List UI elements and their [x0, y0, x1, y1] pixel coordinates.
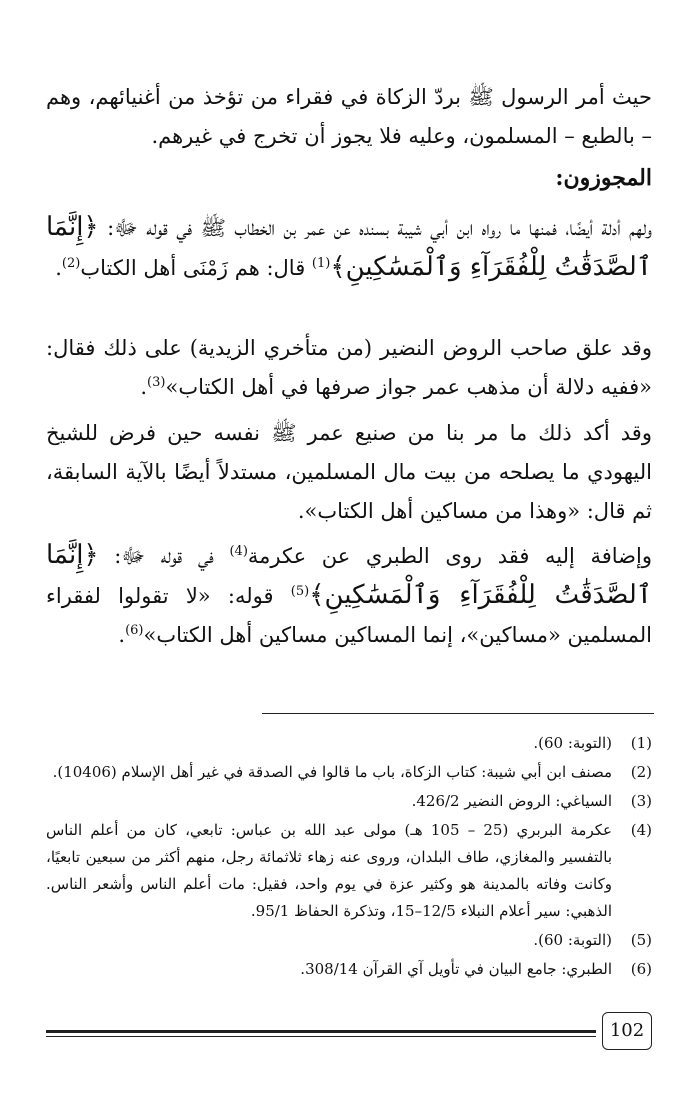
footnote-text: عكرمة البربري (25 – 105 هـ) مولى عبد الله بن عباس: تابعي، كان من أعلم الناس بالتفسير والمغازي، طاف البلدان، وروى عنه زهاء ثلاثمائة رجل، منهم أكثر من سبعين تابعيًا، وكانت وفاته بالمدينة هو وكثير عزة في يوم واحد، فقيل: مات أعلم الناس وأشعر الناس. الذهبي: سير أعلام النبلاء 12/5–15، وتذكرة الحفاظ 95/1.: [46, 821, 612, 920]
paragraph-4: [46, 414, 652, 531]
section-heading: المجوزون:: [555, 165, 652, 191]
page-number: 102: [602, 1012, 652, 1050]
footnote-number: (4): [630, 821, 652, 839]
paragraph-2-intro: ولهم أدلة أيضًا، فمنها ما رواه ابن أبي شيبة بسنده عن عمر بن الخطاب ﷺ في قوله ﷻ:: [107, 216, 652, 240]
footnote-ref-6: (6): [125, 623, 144, 638]
footnotes-list: [46, 730, 652, 985]
footnote-2: [46, 759, 652, 786]
footnote-1: [46, 730, 652, 757]
paragraph-3-end: .: [140, 375, 148, 399]
footnote-text: مصنف ابن أبي شيبة: كتاب الزكاة، باب ما قالوا في الصدقة في غير أهل الإسلام (10406).: [52, 763, 612, 781]
footnote-ref-3: (3): [147, 375, 166, 390]
footnote-text: السياغي: الروض النضير 426/2.: [411, 792, 612, 810]
footnote-text: الطبري: جامع البيان في تأويل آي القرآن 308/14.: [300, 960, 612, 978]
paragraph-2-rest: قال: هم زَمْنَى أهل الكتاب: [80, 256, 306, 280]
footnote-number: (3): [630, 792, 652, 810]
footnote-number: (1): [630, 734, 652, 752]
footnote-3: [46, 788, 652, 815]
paragraph-5: [46, 536, 652, 655]
footnote-number: (5): [630, 931, 652, 949]
footnote-number: (2): [630, 763, 652, 781]
quran-quote-2: ﴿إِنَّمَا ٱلصَّدَقَٰتُ لِلْفُقَرَآءِ وَٱلْمَسَٰكِينِ﴾: [46, 540, 652, 610]
footnote-ref-5: (5): [290, 584, 310, 599]
footnote-5: [46, 927, 652, 954]
footnote-number: (6): [630, 960, 652, 978]
paragraph-1-text: حيث أمر الرسول ﷺ بردّ الزكاة في فقراء من تؤخذ من أغنيائهم، وهم – بالطبع – المسلمون، وعليه فلا يجوز أن تخرج في غيرهم.: [46, 85, 652, 148]
paragraph-5-end: .: [118, 623, 126, 647]
footnote-text: (التوبة: 60).: [533, 931, 612, 949]
paragraph-5-text: [46, 536, 652, 655]
footnote-text: (التوبة: 60).: [533, 734, 612, 752]
paragraph-3-body: وقد علق صاحب الروض النضير (من متأخري الزيدية) على ذلك فقال: «ففيه دلالة أن مذهب عمر جواز صرفها في أهل الكتاب»: [46, 336, 652, 399]
paragraph-5-lead: في قوله ﷻ:: [114, 544, 214, 568]
footnote-6: [46, 956, 652, 983]
footer-rule-thin: [46, 1036, 596, 1037]
footnote-4: [46, 817, 652, 925]
paragraph-1: [46, 78, 652, 156]
paragraph-2: [46, 208, 652, 288]
paragraph-2-end: .: [55, 256, 62, 280]
footnote-ref-1: (1): [311, 256, 331, 271]
footnote-separator: [262, 713, 654, 714]
paragraph-5-rest: قوله: «لا تقولوا لفقراء المسلمين «مساكين»، إنما المساكين مساكين أهل الكتاب»: [46, 584, 652, 647]
footnote-ref-2: (2): [61, 256, 81, 271]
page-footer: [46, 1008, 652, 1054]
footer-rule-thick: [46, 1030, 596, 1033]
paragraph-5-intro: وإضافة إليه فقد روى الطبري عن عكرمة: [247, 544, 652, 568]
paragraph-3: [46, 329, 652, 407]
footnote-ref-4: (4): [229, 544, 248, 559]
paragraph-2-text: [46, 208, 652, 288]
paragraph-3-text: [46, 329, 652, 407]
quran-quote-1: ﴿إِنَّمَا ٱلصَّدَقَٰتُ لِلْفُقَرَآءِ وَٱلْمَسَٰكِينِ﴾: [46, 212, 652, 282]
paragraph-4-text: وقد أكد ذلك ما مر بنا من صنيع عمر ﷺ نفسه حين فرض للشيخ اليهودي ما يصلحه من بيت مال المسلمين، مستدلاً أيضًا بالآية السابقة، ثم قال: «وهذا من مساكين أهل الكتاب».: [46, 421, 652, 523]
